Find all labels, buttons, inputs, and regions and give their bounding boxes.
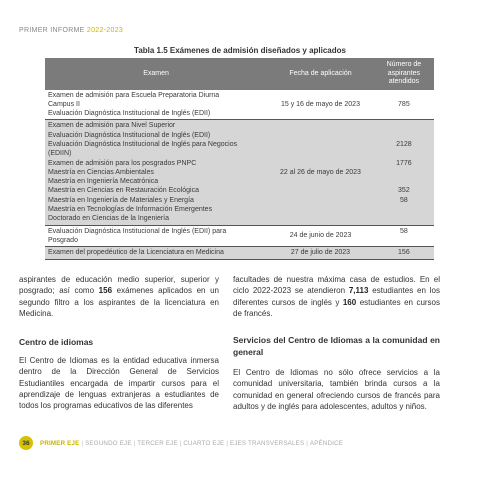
exam-line: Maestría en Ciencias en Restauración Ecológica [48,187,199,195]
report-label: PRIMER INFORME [19,27,85,34]
exam-line: (EDIIN) [48,150,72,158]
exam-line: Examen de admisión para Nivel Superior [48,122,176,130]
exam-line: Maestría en Tecnologías de Información Emergentes [48,206,213,214]
applicants-value [377,205,431,214]
applicants-value: 785 [398,100,410,108]
exam-line: Maestría en Ingeniería Mecatrónica [48,178,159,186]
table-row [45,225,434,247]
exam-line: Evaluación Diagnóstica Institucional de Inglés (EDII) [48,110,211,118]
exam-line: Examen de admisión para Escuela Preparatoria Diurna [48,91,220,99]
left-para-1-text-a: aspirantes de educación medio superior, superior y posgrado; así como [19,275,219,296]
nav-item-tercer-eje[interactable]: TERCER EJE [137,439,178,447]
exam-line: Examen de admisión para los posgrados PNPC [48,159,197,167]
applicants-value [377,214,431,223]
col-header-exam: Examen [45,58,267,90]
running-head [19,27,123,34]
applicants-value [377,168,431,177]
exam-line: Campus II [48,100,80,108]
right-para-1-number-1: 7,113 [348,286,369,296]
exam-line: Maestría en Ciencias Ambientales [48,168,154,176]
exam-line: Maestría en Ingeniería de Materiales y Energía [48,196,194,204]
report-years: 2022-2023 [86,27,124,34]
right-para-1-text-c: estudiantes en cursos de francés. [233,297,441,318]
exam-line: Evaluación Diagnóstica Institucional de Inglés para Negocios [48,140,238,148]
table-row [45,247,434,259]
applicants-value [377,109,431,118]
exam-line: Evaluación Diagnóstica Institucional de Inglés (EDII) para [48,227,227,235]
nav-separator: | [226,439,228,447]
nav-separator: | [81,439,84,447]
applicants-value [377,131,431,140]
right-para-1 [233,274,440,319]
page-number: 36 [19,436,33,450]
heading-servicios: Servicios del Centro de Idiomas a la comunidad en general [233,335,440,357]
nav-separator: | [179,439,182,447]
left-para-1-text-b: exámenes aplicados en un segundo filtro a los aspirantes de la licenciatura en Medicina. [19,286,220,318]
nav-separator: | [306,439,308,447]
cell-date: 27 de julio de 2023 [267,247,374,259]
left-para-2: El Centro de Idiomas es la entidad educativa inmersa dentro de la Dirección General de Servicios Estudiantiles encargada de impartir cursos para el aprendizaje de lenguas extranjeras a estudiantes de todos los programas educativos de las diferentes [19,356,219,411]
applicants-value [377,236,431,245]
applicants-value: 2128 [396,140,412,148]
cell-exam [45,90,267,120]
cell-applicants [374,90,434,120]
exam-line: Examen del propedéutico de la Licenciatura en Medicina [48,249,224,257]
table-body [45,90,434,260]
col-header-applicants: Número de aspirantes atendidos [374,58,434,90]
applicants-value: 58 [399,227,408,235]
cell-exam [45,247,267,259]
applicants-value: 58 [399,196,408,204]
cell-date: 15 y 16 de mayo de 2023 [280,100,360,108]
cell-date: 24 de junio de 2023 [267,225,374,247]
right-para-2: El Centro de Idiomas no sólo ofrece servicios a la comunidad universitaria, también brinda cursos a la comunidad en general ofreciendo cursos de francés para adultos y de inglés para adolescentes, adultos y niños. [233,368,440,411]
cell-applicants [374,225,434,247]
nav-item-ejes-transversales[interactable]: EJES TRANSVERSALES [229,439,305,447]
left-para-1 [19,274,219,319]
section-nav [38,440,345,447]
cell-exam [45,120,267,225]
right-para-1-text-a: facultades de nuestra máxima casa de estudios. En el ciclo 2022-2023 se atendieron [233,275,440,296]
applicants-value: 156 [398,249,410,257]
applicants-value [377,121,431,130]
col-header-date: Fecha de aplicación [267,58,374,90]
applicants-value [377,149,431,158]
right-para-1-number-2: 160 [342,297,357,307]
left-para-1-number: 156 [98,286,113,296]
table-row [45,120,434,225]
cell-applicants [374,247,434,259]
applicants-value [377,91,431,100]
nav-item-segundo-eje[interactable]: SEGUNDO EJE [85,439,132,447]
applicants-value: 352 [398,187,410,195]
cell-date: 22 al 26 de mayo de 2023 [267,120,374,225]
nav-item-apéndice[interactable]: APÉNDICE [309,439,344,447]
right-para-1-text-b: estudiantes en los diferentes cursos de inglés y [233,286,440,307]
applicants-value [377,177,431,186]
nav-item-primer-eje[interactable]: PRIMER EJE [40,439,80,447]
applicants-value: 1776 [396,159,412,167]
exams-table [45,58,434,260]
heading-centro-idiomas: Centro de idiomas [19,337,94,347]
exam-line: Posgrado [48,236,78,244]
nav-separator: | [133,439,136,447]
table-row [45,90,434,120]
exam-line: Doctorado en Ciencias de la Ingeniería [48,215,170,223]
nav-item-cuarto-eje[interactable]: CUARTO EJE [183,439,225,447]
footer-nav [19,435,345,451]
cell-exam [45,225,267,247]
table-title: Tabla 1.5 Exámenes de admisión diseñados y aplicados [134,46,346,55]
cell-applicants [374,120,434,225]
exam-line: Evaluación Diagnóstica Institucional de Inglés (EDII) [48,131,211,139]
table-header-row [45,58,434,90]
